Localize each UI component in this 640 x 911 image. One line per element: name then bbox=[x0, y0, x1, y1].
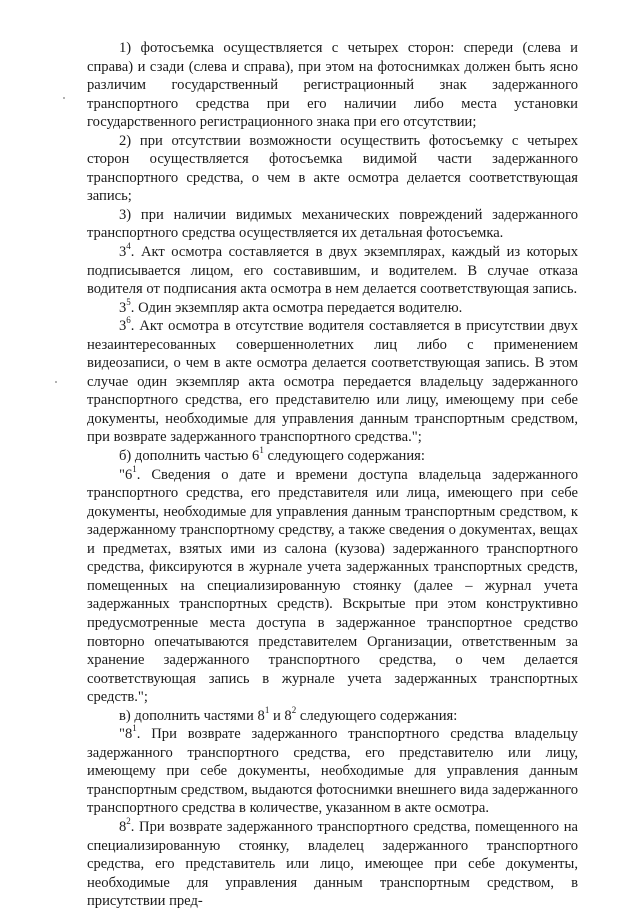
clause-superscript: 1 bbox=[259, 445, 264, 456]
paragraph-item-1: 1) фотосъемка осуществляется с четырех сторон: спереди (слева и справа) и сзади (слева и справа), при этом на фотоснимках должен быть ясно различим государственный регистрационный знак задержанного транспортного средства при его наличии либо места установки государственного регистрационного знака при его отсутствии; bbox=[87, 40, 578, 131]
paragraph-v-amendment bbox=[87, 704, 578, 726]
clause-superscript: 2 bbox=[291, 704, 297, 715]
clause-superscript: 1 bbox=[132, 723, 137, 734]
clause-superscript: 1 bbox=[132, 463, 137, 474]
clause-number: "6 bbox=[119, 466, 133, 483]
document-body bbox=[87, 39, 578, 911]
clause-superscript: 4 bbox=[126, 241, 131, 252]
clause-superscript: 5 bbox=[126, 296, 131, 307]
paragraph-3-5 bbox=[87, 296, 578, 318]
paragraph-3-4 bbox=[87, 243, 578, 299]
clause-number: 8 bbox=[119, 818, 127, 835]
paragraph-text: . Один экземпляр акта осмотра передается водителю. bbox=[130, 299, 463, 316]
paragraph-text: следующего содержания: bbox=[263, 448, 425, 465]
clause-superscript: 2 bbox=[126, 816, 131, 827]
paragraph-text: и 8 bbox=[269, 707, 292, 724]
clause-number: "8 bbox=[119, 726, 133, 743]
paragraph-text: . Акт осмотра составляется в двух экземплярах, каждый из которых подписывается лицом, его составившим, и водителем. В случае отказа водителя от подписания акта осмотра в нем делается соответствующая запись. bbox=[87, 244, 578, 298]
paragraph-3-6 bbox=[87, 317, 578, 447]
paragraph-item-3: 3) при наличии видимых механических повреждений задержанного транспортного средства осуществляется их детальная фотосъемка. bbox=[87, 206, 578, 242]
paragraph-b-amendment bbox=[87, 447, 578, 466]
paragraph-text: б) дополнить частью 6 bbox=[119, 448, 260, 465]
paragraph-text: . При возврате задержанного транспортного средства владельцу задержанного транспортного средства, его представителю или лицу, имеющему при себе документы, необходимые для управления данным транспортным средством, выдаются фотоснимки внешнего вида задержанного транспортного средства в количестве, указанном в акте осмотра. bbox=[87, 726, 578, 817]
paragraph-8-2 bbox=[87, 818, 578, 911]
scan-speck bbox=[63, 97, 65, 99]
paragraph-6-1 bbox=[87, 463, 578, 707]
clause-number: 3 bbox=[119, 299, 127, 316]
clause-superscript: 1 bbox=[264, 704, 270, 715]
paragraph-text: . Акт осмотра в отсутствие водителя составляется в присутствии двух незаинтересованных совершеннолетних лиц либо с применением видеозаписи, о чем в акте осмотра делается соответствующая запись. В этом случае один экземпляр акта осмотра передается владельцу задержанного транспортного средства, его представителю или лицу, имеющему при себе документы, необходимые для управления данным транспортным средством, при возврате задержанного транспортного средства."; bbox=[87, 318, 578, 446]
paragraph-8-1 bbox=[87, 725, 578, 818]
paragraph-text: . Сведения о дате и времени доступа владельца задержанного транспортного средства, его представителя или лица, имеющего при себе документы, необходимые для управления данным транспортным средством, к задержанному транспортному средству, а также сведения о документах, вещах и предметах, взятых ими из салона (кузова) задержанного транспортного средства, фиксируются в журнале учета задержанных транспортных средств, помещенных на специализированную стоянку (далее – журнал учета задержанных транспортных средств). Вскрытые при этом конструктивно предусмотренные места доступа в задержанное транспортное средство повторно опечатываются представителем Организации, ответственным за хранение задержанного транспортного средства, о чем делается соответствующая запись в журнале учета задержанных транспортных средств."; bbox=[87, 466, 578, 706]
scan-speck bbox=[55, 381, 57, 383]
paragraph-text: . При возврате задержанного транспортного средства, помещенного на специализированную стоянку, владелец задержанного транспортного средства, его представитель или лицо, имеющее при себе документы, необходимые для управления данным транспортным средством, в присутствии пред- bbox=[87, 818, 578, 910]
paragraph-item-2: 2) при отсутствии возможности осуществить фотосъемку с четырех сторон осуществляется фотосъемка видимой части задержанного транспортного средства, о чем в акте осмотра делается соответствующая запись; bbox=[87, 132, 578, 205]
clause-number: 3 bbox=[119, 244, 127, 261]
clause-number: 3 bbox=[119, 318, 127, 335]
paragraph-text: следующего содержания: bbox=[296, 707, 458, 724]
paragraph-text: в) дополнить частями 8 bbox=[119, 707, 265, 724]
clause-superscript: 6 bbox=[126, 315, 131, 326]
